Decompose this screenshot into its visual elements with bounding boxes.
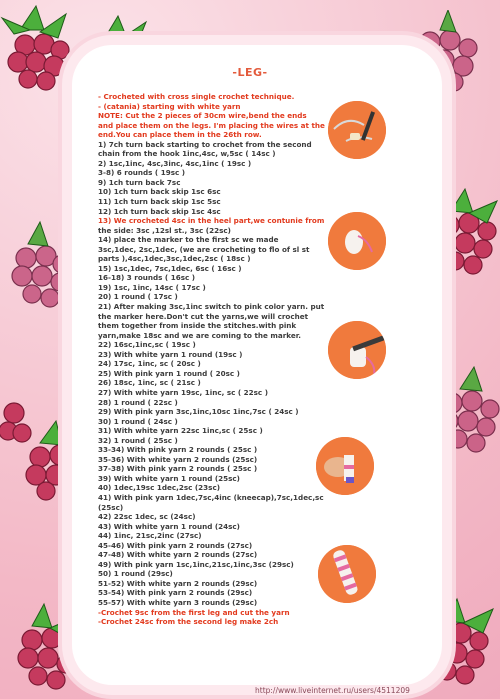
instruction-line: 37-38) With pink yarn 2 rounds ( 25sc ) — [98, 464, 258, 474]
photo-heel-start — [328, 212, 386, 270]
raspberry-top-left-icon — [0, 0, 80, 95]
instruction-line: (25sc) — [98, 502, 124, 512]
instruction-line: 33-34) With pink yarn 2 rounds ( 25sc ) — [98, 445, 258, 455]
instruction-line: 3-8) 6 rounds ( 19sc ) — [98, 168, 186, 178]
instruction-line: the side: 3sc ,12sl st., 3sc (22sc) — [98, 225, 231, 235]
instruction-line: 9) 1ch turn back 7sc — [98, 177, 181, 187]
instruction-line: - (catania) starting with white yarn — [98, 101, 241, 111]
instruction-line: 49) With pink yarn 1sc,1inc,21sc,1inc,3sc (29sc) — [98, 559, 294, 569]
instruction-line: 23) With white yarn 1 round (19sc ) — [98, 349, 243, 359]
instruction-line: 10) 1ch turn back skip 1sc 6sc — [98, 187, 221, 197]
instruction-line: yarn,make 18sc and we are coming to the marker. — [98, 330, 301, 340]
instruction-line: 53-54) With pink yarn 2 rounds (29sc) — [98, 588, 253, 598]
instruction-line: 12) 1ch turn back skip 1sc 4sc — [98, 206, 221, 216]
pattern-instructions — [98, 92, 338, 627]
photo-finished-leg — [318, 545, 376, 603]
instruction-line: 26) 18sc, 1inc, sc ( 21sc ) — [98, 378, 201, 388]
instruction-line: 28) 1 round ( 22sc ) — [98, 397, 178, 407]
instruction-line: 43) With white yarn 1 round (24sc) — [98, 521, 240, 531]
instruction-line: 41) With pink yarn 1dec,7sc,4inc (kneecap),7sc,1dec,sc — [98, 492, 324, 502]
instruction-line: 16-18) 3 rounds ( 16sc ) — [98, 273, 196, 283]
instruction-line: them together from inside the stitches.with pink — [98, 321, 297, 331]
page-title: -LEG- — [232, 66, 268, 79]
instruction-line: 20) 1 round ( 17sc ) — [98, 292, 178, 302]
instruction-line: 27) With white yarn 19sc, 1inc, sc ( 22sc ) — [98, 387, 268, 397]
instruction-line: 11) 1ch turn back skip 1sc 5sc — [98, 197, 221, 207]
instruction-line: 24) 17sc, 1inc, sc ( 20sc ) — [98, 359, 201, 369]
photo-leg-stripes-hand — [316, 437, 374, 495]
instruction-line: 2) 1sc,1inc, 4sc,3inc, 4sc,1inc ( 19sc ) — [98, 158, 252, 168]
instruction-line: -Crochet 24sc from the second leg make 2ch — [98, 617, 279, 627]
instruction-line: end.You can place them in the 26th row. — [98, 130, 262, 140]
photo-pink-yarn-switch — [328, 321, 386, 379]
instruction-line: 50) 1 round (29sc) — [98, 569, 173, 579]
instruction-line: 25) With pink yarn 1 round ( 20sc ) — [98, 368, 240, 378]
instruction-line: and place them on the legs. I'm placing the wires at the — [98, 120, 325, 130]
instruction-line: 35-36) With white yarn 2 rounds (25sc) — [98, 454, 258, 464]
instruction-line: 1) 7ch turn back starting to crochet from the second — [98, 139, 312, 149]
instruction-line: -Crochet 9sc from the first leg and cut the yarn — [98, 607, 290, 617]
watermark-url: http://www.liveinternet.ru/users/4511209 — [255, 686, 410, 695]
instruction-line: 29) With pink yarn 3sc,1inc,10sc 1inc,7sc ( 24sc ) — [98, 407, 299, 417]
instruction-line: 42) 22sc 1dec, sc (24sc) — [98, 512, 196, 522]
instruction-line: 45-46) With pink yarn 2 rounds (27sc) — [98, 540, 253, 550]
instruction-line: the marker here.Don't cut the yarns,we will crochet — [98, 311, 309, 321]
instruction-line: 22) 16sc,1inc,sc ( 19sc ) — [98, 340, 196, 350]
raspberry-left-middle-icon — [4, 220, 76, 315]
instruction-line: 47-48) With white yarn 2 rounds (27sc) — [98, 550, 258, 560]
instruction-line: 40) 1dec,19sc 1dec,2sc (23sc) — [98, 483, 221, 493]
instruction-line: 44) 1inc, 21sc,2inc (27sc) — [98, 531, 202, 541]
instruction-line: 51-52) With white yarn 2 rounds (29sc) — [98, 578, 258, 588]
instruction-line: - Crocheted with cross single crochet technique. — [98, 92, 295, 101]
instruction-line: parts ),4sc,1dec,3sc,1dec,2sc ( 18sc ) — [98, 254, 251, 264]
photo-wire-and-hook — [328, 101, 386, 159]
instruction-line: 31) With white yarn 22sc 1inc,sc ( 25sc ) — [98, 426, 263, 436]
instruction-line: 21) After making 3sc,1inc switch to pink color yarn. put — [98, 302, 325, 312]
instruction-line: chain from the hook 1inc,4sc, w,5sc ( 14sc ) — [98, 149, 276, 159]
instruction-line: 32) 1 round ( 25sc ) — [98, 435, 178, 445]
instruction-line: 14) place the marker to the first sc we made — [98, 235, 279, 245]
instruction-line: 13) We crocheted 4sc in the heel part,we contunie from — [98, 216, 325, 226]
instruction-line: 55-57) With white yarn 3 rounds (29sc) — [98, 597, 258, 607]
instruction-line: 39) With white yarn 1 round (25sc) — [98, 473, 240, 483]
instruction-line: 15) 1sc,1dec, 7sc,1dec, 6sc ( 16sc ) — [98, 263, 242, 273]
instruction-line: 19) 1sc, 1inc, 14sc ( 17sc ) — [98, 282, 206, 292]
instruction-line: 3sc,1dec, 2sc,1dec, (we are crocheting to flo of sl st — [98, 244, 310, 254]
instruction-line: NOTE: Cut the 2 pieces of 30cm wire,bend the ends — [98, 111, 307, 121]
instruction-line: 30) 1 round ( 24sc ) — [98, 416, 178, 426]
